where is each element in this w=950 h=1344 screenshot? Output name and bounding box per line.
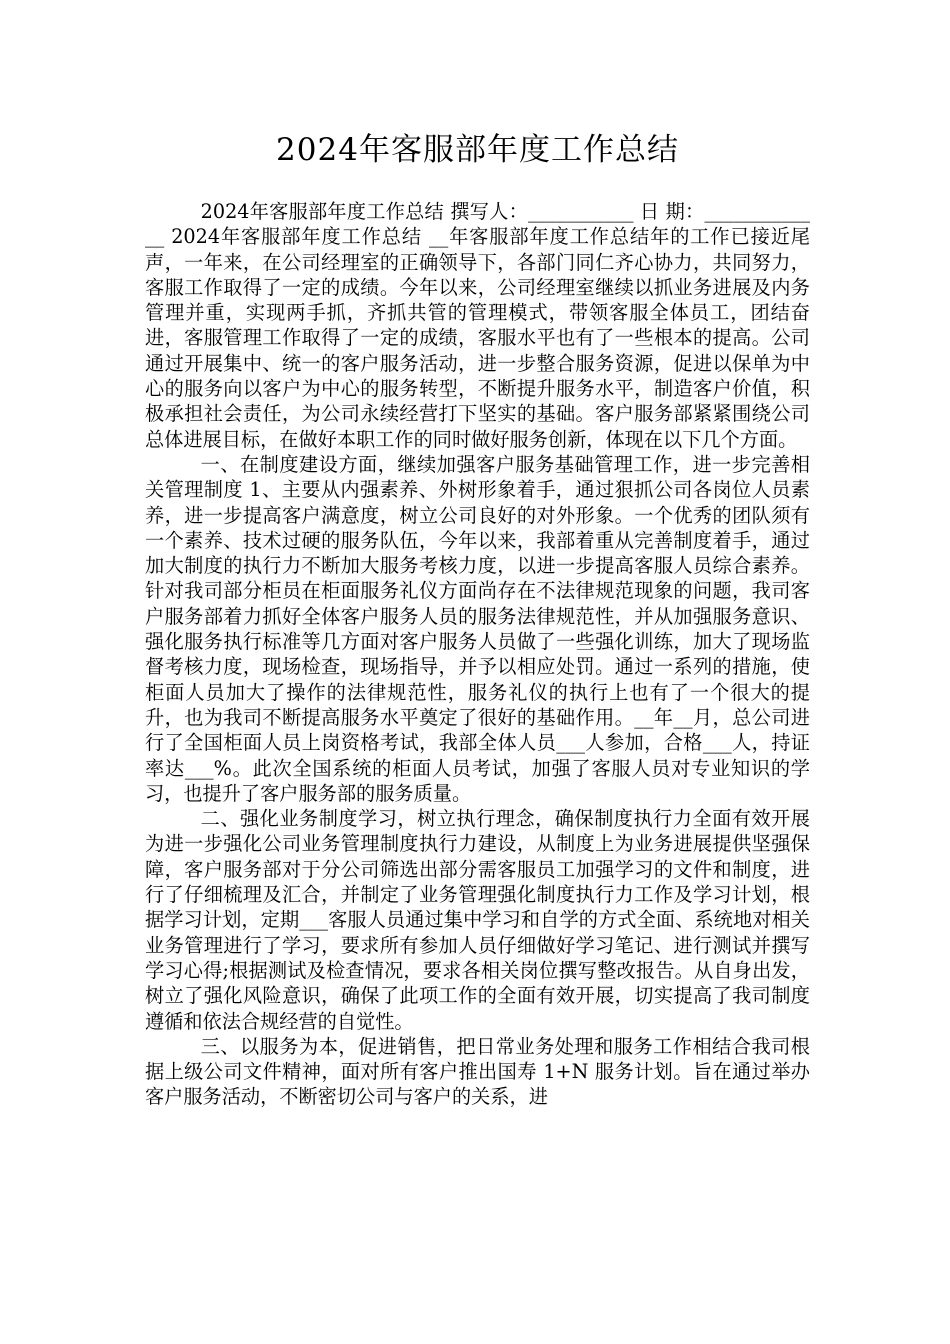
document-title: 2024年客服部年度工作总结	[276, 132, 679, 168]
paragraph-section-2: 二、强化业务制度学习，树立执行理念，确保制度执行力全面有效开展为进一步强化公司业务管理制度执行力建设，从制度上为业务进展提供坚强保障，客户服务部对于分公司筛选出部分需客服员工加强学习的文件和制度，进行了仔细梳理及汇合，并制定了业务管理强化制度执行力工作及学习计划，根据学习计划，定期___客服人员通过集中学习和自学的方式全面、系统地对相关业务管理进行了学习，要求所有参加人员仔细做好学习笔记、进行测试并撰写学习心得;根据测试及检查情况，要求各相关岗位撰写整改报告。从自身出发，树立了强化风险意识，确保了此项工作的全面有效开展，切实提高了我司制度遵循和依法合规经营的自觉性。	[145, 807, 810, 1033]
paragraph-intro: 2024年客服部年度工作总结 撰写人：___________ 日 期：_____________ 2024年客服部年度工作总结 __年客服部年度工作总结年的工作已接近尾声，一年来，在公司经理室的正确领导下，各部门同仁齐心协力，共同努力，客服工作取得了一定的成绩。今年以来，公司经理室继续以抓业务进展及内务管理并重，实现两手抓，齐抓共管的管理模式，带领客服全体员工，团结奋进，客服管理工作取得了一定的成绩，客服水平也有了一些根本的提高。公司通过开展集中、统一的客户服务活动，进一步整合服务资源，促进以保单为中心的服务向以客户为中心的服务转型，不断提升服务水平，制造客户价值，积极承担社会责任，为公司永续经营打下坚实的基础。客户服务部紧紧围绕公司总体进展目标，在做好本职工作的同时做好服务创新，体现在以下几个方面。	[145, 200, 810, 451]
paragraph-section-3: 三、以服务为本，促进销售，把日常业务处理和服务工作相结合我司根据上级公司文件精神，面对所有客户推出国寿 1+N 服务计划。旨在通过举办客户服务活动，不断密切公司与客户的关系，进	[145, 1034, 810, 1109]
document-body	[145, 199, 810, 1110]
paragraph-section-1: 一、在制度建设方面，继续加强客户服务基础管理工作，进一步完善相关管理制度 1、主要从内强素养、外树形象着手，通过狠抓公司各岗位人员素养，进一步提高客户满意度，树立公司良好的对外形象。一个优秀的团队须有一个素养、技术过硬的服务队伍，今年以来，我部着重从完善制度着手，通过加大制度的执行力不断加大服务考核力度，以进一步提高客服人员综合素养。针对我司部分柜员在柜面服务礼仪方面尚存在不法律规范现象的问题，我司客户服务部着力抓好全体客户服务人员的服务法律规范性，并从加强服务意识、强化服务执行标准等几方面对客户服务人员做了一些强化训练，加大了现场监督考核力度，现场检查，现场指导，并予以相应处罚。通过一系列的措施，使柜面人员加大了操作的法律规范性，服务礼仪的执行上也有了一个很大的提升，也为我司不断提高服务水平奠定了很好的基础作用。__年__月，总公司进行了全国柜面人员上岗资格考试，我部全体人员___人参加，合格___人，持证率达___%。此次全国系统的柜面人员考试，加强了客服人员对专业知识的学习，也提升了客户服务部的服务质量。	[145, 452, 810, 805]
